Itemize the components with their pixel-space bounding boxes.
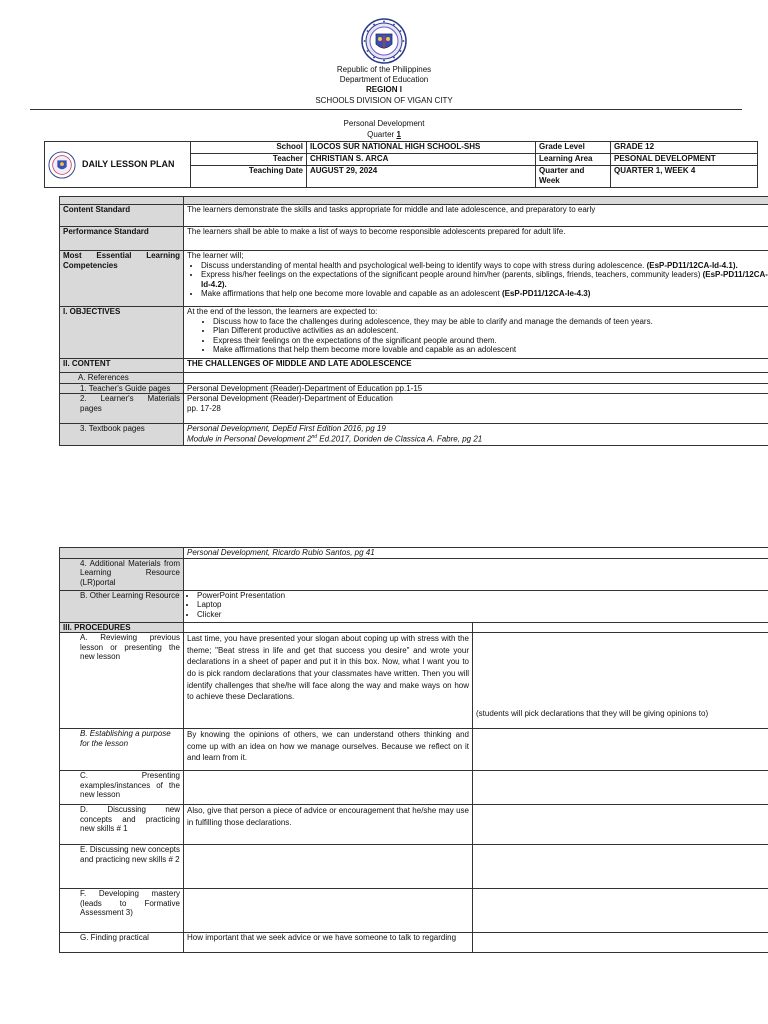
teachers-guide-value: Personal Development (Reader)-Department of Education pp.1-15 xyxy=(184,383,768,394)
melc-list xyxy=(187,261,768,299)
textbook-label: 3. Textbook pages xyxy=(60,424,184,446)
melc-item-text: Express his/her feelings on the expectations of the significant people around him/her (parents, siblings, friends, teachers, community leaders) xyxy=(201,270,703,280)
school-label: School xyxy=(191,142,307,154)
procedures-table xyxy=(59,547,768,953)
content-standard-value: The learners demonstrate the skills and tasks appropriate for middle and late adolescence, and preparatory to early xyxy=(184,205,768,227)
resource-item: • Laptop xyxy=(197,600,768,610)
learners-materials-value xyxy=(184,394,768,424)
objectives-list xyxy=(187,317,768,355)
melc-item-code: (EsP-PD11/12CA-Ie-4.3) xyxy=(501,289,591,299)
spacer-cell xyxy=(60,197,184,205)
dlp-title-cell xyxy=(45,142,191,188)
melc-item xyxy=(201,261,768,271)
department-text: Department of Education xyxy=(339,75,429,84)
performance-standard-value: The learners shall be able to make a list of ways to become responsible adolescents prepared for adult life. xyxy=(184,227,768,251)
discussing-2-teacher-cell xyxy=(184,845,473,889)
examples-teacher-cell xyxy=(184,771,473,805)
school-seal-icon xyxy=(48,151,76,179)
review-label: A. Reviewing previous lesson or presenting the new lesson xyxy=(60,633,184,729)
objective-item: • Plan Different productive activities as an adolescent. xyxy=(213,326,768,336)
content-value: THE CHALLENGES OF MIDDLE AND LATE ADOLESCENCE xyxy=(184,359,768,373)
melc-intro: The learner will; xyxy=(187,251,244,260)
lesson-info-table xyxy=(44,141,758,188)
quarter-label: Quarter xyxy=(367,130,397,139)
additional-materials-label: 4. Additional Materials from Learning Resource (LR)portal xyxy=(60,558,184,590)
references-label: A. References xyxy=(60,373,184,384)
textbook-cont-label xyxy=(60,548,184,559)
melc-value xyxy=(184,251,768,307)
examples-student-cell xyxy=(473,771,768,805)
melc-item xyxy=(201,289,768,299)
textbook-line-text: Module in Personal Development 2 xyxy=(187,434,312,444)
date-label: Teaching Date xyxy=(191,166,307,188)
purpose-label: B. Establishing a purpose for the lesson xyxy=(60,729,184,771)
procedures-student-cell xyxy=(473,622,768,633)
lesson-plan-table xyxy=(59,196,768,446)
objectives-intro: At the end of the lesson, the learners are expected to: xyxy=(187,307,378,316)
school-value: ILOCOS SUR NATIONAL HIGH SCHOOL-SHS xyxy=(307,142,536,154)
objective-item: • Make affirmations that help them become more lovable and capable as an adolescent xyxy=(213,345,768,355)
discussing-1-teacher-text: Also, give that person a piece of advice or encouragement that he/she may use in fulfilling those declarations. xyxy=(184,805,473,845)
finding-student-cell xyxy=(473,933,768,953)
performance-standard-label: Performance Standard xyxy=(60,227,184,251)
content-standard-label: Content Standard xyxy=(60,205,184,227)
objectives-value xyxy=(184,307,768,359)
purpose-student-cell xyxy=(473,729,768,771)
learners-materials-pages: pp. 17-28 xyxy=(187,403,221,413)
area-value: PESONAL DEVELOPMENT xyxy=(611,154,758,166)
resource-item: • Clicker xyxy=(197,610,768,620)
other-resources-label: B. Other Learning Resource xyxy=(60,590,184,622)
textbook-line-text: Ed.2017, Doriden de Classica A. Fabre, pg 21 xyxy=(317,434,483,444)
region-text: REGION I xyxy=(365,85,402,94)
melc-item-code: (EsP-PD11/12CA-Id-4.2). xyxy=(201,270,768,289)
review-student-text: (students will pick declarations that they will be giving opinions to) xyxy=(473,633,768,729)
grade-label: Grade Level xyxy=(536,142,611,154)
teacher-value: CHRISTIAN S. ARCA xyxy=(307,154,536,166)
content-label: II. CONTENT xyxy=(60,359,184,373)
melc-item-code: (EsP-PD11/12CA-Id-4.1). xyxy=(646,260,738,270)
procedures-label: III. PROCEDURES xyxy=(60,622,184,633)
melc-item xyxy=(201,270,768,289)
discussing-1-student-cell xyxy=(473,805,768,845)
header-divider xyxy=(30,109,742,110)
melc-item-text: Make affirmations that help one become more lovable and capable as an adolescent xyxy=(201,289,502,299)
discussing-1-label: D. Discussing new concepts and practicing new skills # 1 xyxy=(60,805,184,845)
mastery-student-cell xyxy=(473,889,768,933)
mastery-teacher-cell xyxy=(184,889,473,933)
teachers-guide-label: 1. Teacher's Guide pages xyxy=(60,383,184,394)
textbook-value xyxy=(184,424,768,446)
division-text: SCHOOLS DIVISION OF VIGAN CITY xyxy=(315,96,453,105)
quarter-text xyxy=(300,130,468,140)
learners-materials-line: Personal Development (Reader)-Department of Education xyxy=(187,394,393,404)
discussing-2-label: E. Discussing new concepts and practicing new skills # 2 xyxy=(60,845,184,889)
melc-label: Most Essential Learning Competencies xyxy=(60,251,184,307)
textbook-superscript: nd xyxy=(311,433,318,440)
finding-label: G. Finding practical xyxy=(60,933,184,953)
dlp-title: DAILY LESSON PLAN xyxy=(82,159,175,170)
date-value: AUGUST 29, 2024 xyxy=(307,166,536,188)
melc-item-text: Discuss understanding of mental health and psychological well-being to identify ways to cope with stress during adolescence. xyxy=(201,260,647,270)
textbook-line: Personal Development, DepEd First Edition 2016, pg 19 xyxy=(187,424,386,434)
subject-text: Personal Development xyxy=(343,119,425,128)
textbook-cont-value: Personal Development, Ricardo Rubio Santos, pg 41 xyxy=(184,548,768,559)
area-label: Learning Area xyxy=(536,154,611,166)
discussing-2-student-cell xyxy=(473,845,768,889)
objectives-label: I. OBJECTIVES xyxy=(60,307,184,359)
review-teacher-text: Last time, you have presented your slogan about coping up with stress with the theme; "Beat stress in life and get that success you desire" and wrote your declarations in a sheet of paper and put it in this box. Now, what I want you to do is pick random declarations that your classmates have written. Then you will identify challenges that she/he will face along the way and make ways on how to achieve these Declarations. xyxy=(184,633,473,729)
mastery-label: F. Developing mastery (leads to Formative Assessment 3) xyxy=(60,889,184,933)
objective-item: • Discuss how to face the challenges during adolescence, they may be able to clarify and manage the demands of teen years. xyxy=(213,317,768,327)
procedures-teacher-cell xyxy=(184,622,473,633)
references-value xyxy=(184,373,768,384)
resource-item: • PowerPoint Presentation xyxy=(197,591,768,601)
spacer-cell xyxy=(184,197,768,205)
republic-text: Republic of the Philippines xyxy=(336,65,432,74)
objective-item: • Express their feelings on the expectations of the significant people around them. xyxy=(213,336,768,346)
other-resources-value xyxy=(184,590,768,622)
other-resources-list xyxy=(187,591,768,620)
finding-teacher-text: How important that we seek advice or we have someone to talk to regarding xyxy=(184,933,473,953)
additional-materials-value xyxy=(184,558,768,590)
quarter-week-value: QUARTER 1, WEEK 4 xyxy=(611,166,758,188)
purpose-teacher-text: By knowing the opinions of others, we can understand others thinking and come up with an idea on how we manage ourselves. Because we reflect on it and learn from it. xyxy=(184,729,473,771)
quarter-number: 1 xyxy=(396,130,401,139)
examples-label: C. Presenting examples/instances of the new lesson xyxy=(60,771,184,805)
quarter-week-label: Quarter and Week xyxy=(536,166,611,188)
textbook-line xyxy=(187,434,768,444)
grade-value: GRADE 12 xyxy=(611,142,758,154)
teacher-label: Teacher xyxy=(191,154,307,166)
deped-seal-icon xyxy=(361,18,407,64)
learners-materials-label: 2. Learner's Materials pages xyxy=(60,394,184,424)
